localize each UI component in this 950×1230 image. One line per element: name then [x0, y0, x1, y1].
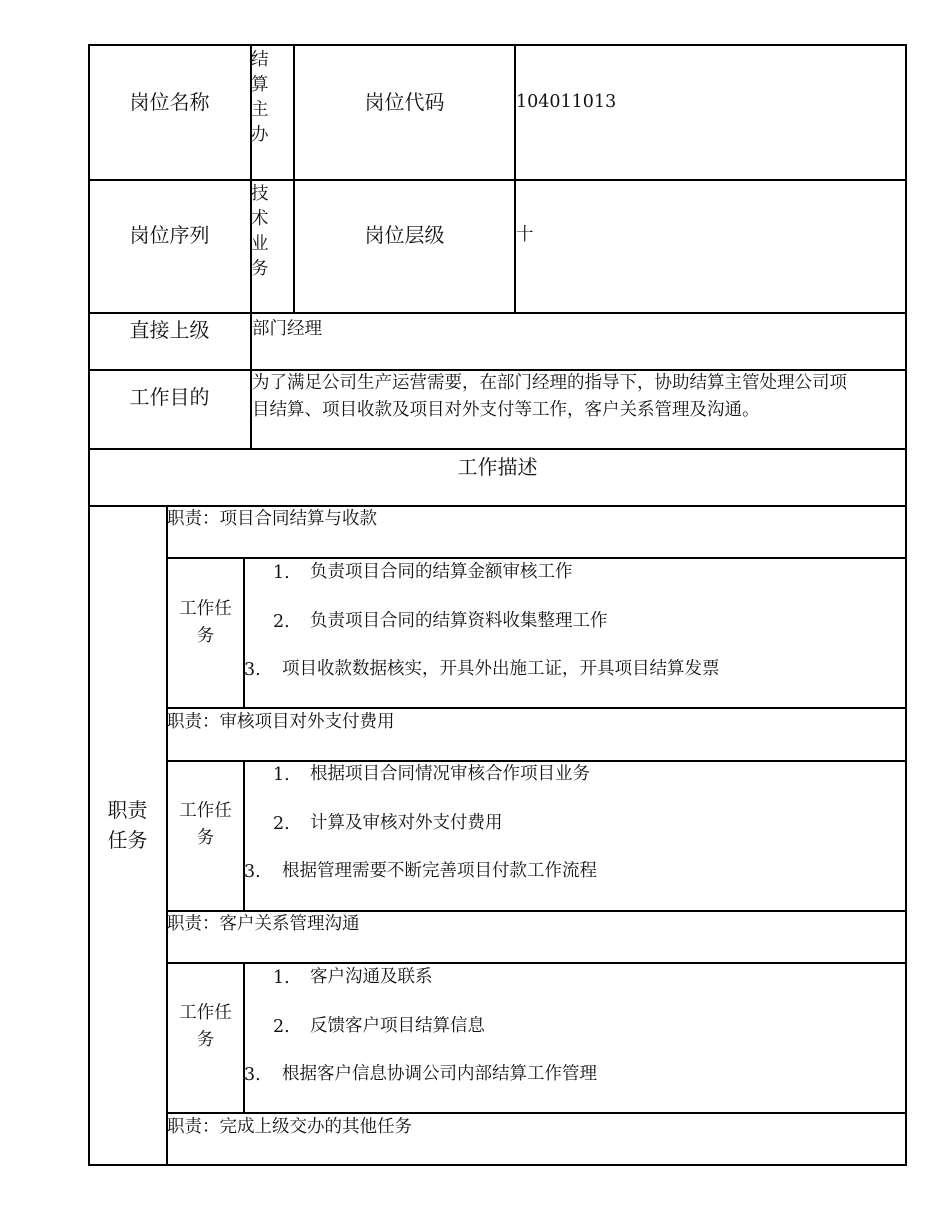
- task-text: 项目收款数据核实，开具外出施工证，开具项目结算发票: [282, 659, 720, 679]
- row-divider: [88, 369, 907, 371]
- border-left: [88, 44, 90, 1166]
- border-bottom: [88, 1164, 907, 1166]
- task-text: 负责项目合同的结算金额审核工作: [310, 562, 573, 582]
- task-text: 计算及审核对外支付费用: [310, 813, 503, 833]
- task-label: 工作任 务: [179, 1003, 232, 1050]
- duty-divider: [166, 760, 907, 762]
- duty-divider: [166, 557, 907, 559]
- border-right: [905, 44, 907, 1166]
- purpose-line-2: 目结算、项目收款及项目对外支付等工作，客户关系管理及沟通。: [252, 400, 760, 420]
- task-number: 1.: [273, 563, 290, 583]
- post-level-label: 岗位层级: [364, 223, 445, 247]
- duties-label-line: 任务: [107, 828, 148, 852]
- row-divider: [88, 448, 907, 450]
- col-divider: [293, 44, 295, 313]
- task-number: 3.: [244, 660, 261, 680]
- purpose-label: 工作目的: [129, 385, 210, 409]
- duty-divider: [166, 707, 907, 709]
- task-text: 客户沟通及联系: [310, 967, 433, 987]
- duty-divider: [166, 910, 907, 912]
- duty-title: 职责：完成上级交办的其他任务: [167, 1117, 412, 1137]
- superior-label: 直接上级: [129, 318, 210, 342]
- task-text: 反馈客户项目结算信息: [310, 1016, 485, 1036]
- post-name-value: 结 算 主 办: [251, 50, 269, 145]
- task-number: 1.: [273, 968, 290, 988]
- duty-title: 职责：客户关系管理沟通: [167, 914, 360, 934]
- duties-label: [88, 795, 167, 855]
- task-number: 3.: [244, 1065, 261, 1085]
- post-code-label: 岗位代码: [364, 90, 445, 114]
- duty-divider: [166, 1112, 907, 1114]
- task-number: 2.: [273, 814, 290, 834]
- post-series-label: 岗位序列: [129, 223, 210, 247]
- duties-label-line: 职责: [107, 798, 148, 822]
- task-label: 工作任 务: [179, 801, 232, 848]
- task-number: 1.: [273, 765, 290, 785]
- task-number: 2.: [273, 1017, 290, 1037]
- duty-title: 职责：审核项目对外支付费用: [167, 712, 395, 732]
- col-divider: [514, 44, 516, 313]
- border-top: [88, 44, 907, 46]
- post-name-label: 岗位名称: [129, 90, 210, 114]
- job-description-table: [88, 44, 907, 1166]
- task-label: 工作任 务: [179, 599, 232, 646]
- row-divider: [88, 179, 907, 181]
- description-title: 工作描述: [457, 455, 538, 479]
- post-series-value: 技 术 业 务: [251, 184, 269, 279]
- row-divider: [88, 505, 907, 507]
- task-text: 根据客户信息协调公司内部结算工作管理: [282, 1064, 597, 1084]
- purpose-line-1: 为了满足公司生产运营需要，在部门经理的指导下，协助结算主管处理公司项: [252, 373, 847, 393]
- task-text: 根据项目合同情况审核合作项目业务: [310, 764, 590, 784]
- post-level-value: 十: [516, 225, 534, 245]
- task-text: 根据管理需要不断完善项目付款工作流程: [282, 861, 597, 881]
- task-text: 负责项目合同的结算资料收集整理工作: [310, 611, 608, 631]
- row-divider: [88, 312, 907, 314]
- superior-value: 部门经理: [252, 319, 322, 339]
- post-code-value: 104011013: [516, 92, 617, 112]
- duty-title: 职责：项目合同结算与收款: [167, 509, 377, 529]
- duty-divider: [166, 962, 907, 964]
- task-number: 2.: [273, 612, 290, 632]
- task-number: 3.: [244, 862, 261, 882]
